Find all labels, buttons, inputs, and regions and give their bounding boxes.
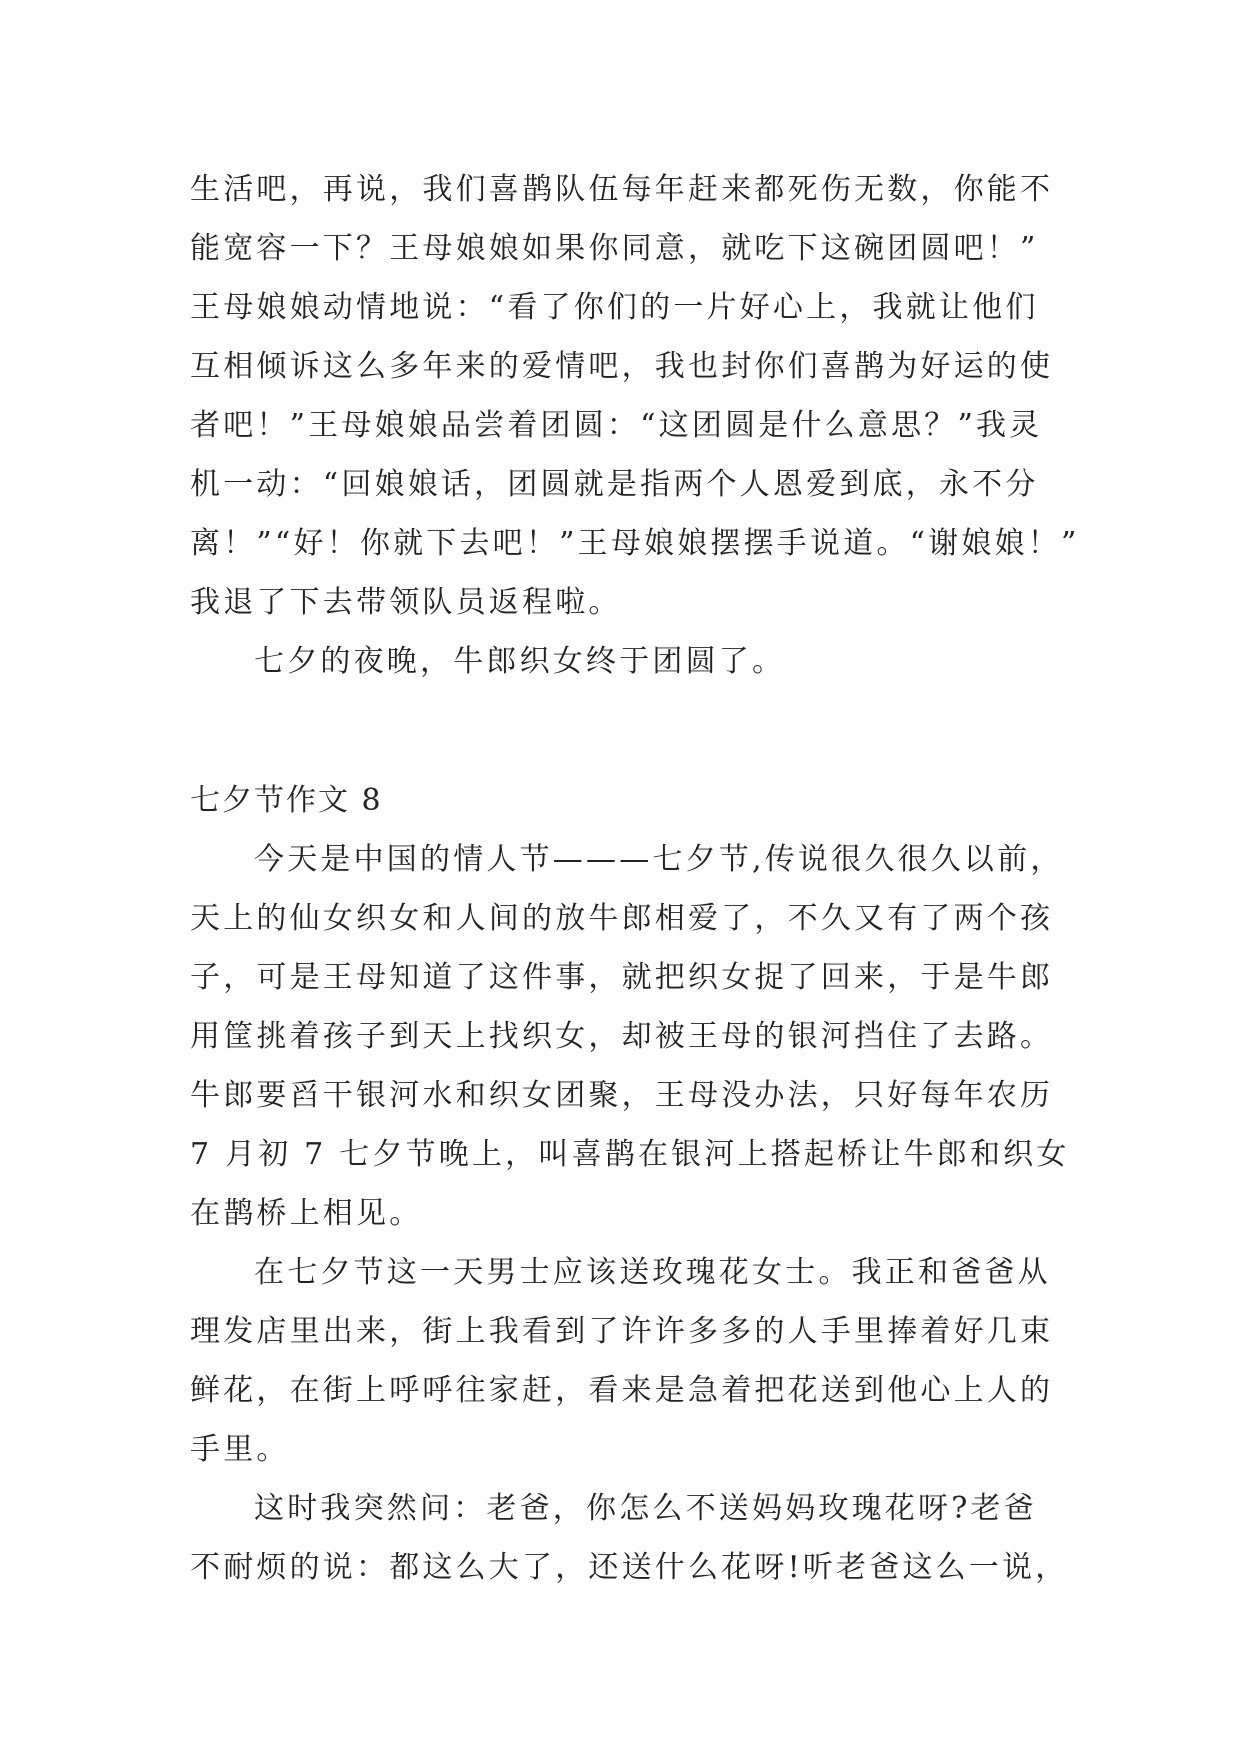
text-line: 在鹊桥上相见。: [190, 1196, 423, 1231]
closing-line: 七夕的夜晚，牛郎织女终于团圆了。: [254, 644, 786, 679]
text-line: 手里。: [190, 1432, 290, 1467]
text-line: 不耐烦的说：都这么大了，还送什么花呀!听老爸这么一说，: [190, 1550, 1069, 1585]
text-line: 王母娘娘动情地说：“看了你们的一片好心上，我就让他们: [190, 290, 1039, 325]
text-line: 天上的仙女织女和人间的放牛郎相爱了，不久又有了两个孩: [190, 901, 1054, 936]
text-line: 者吧！”王母娘娘品尝着团圆：“这团圆是什么意思？”我灵: [190, 408, 1043, 443]
text-line: 今天是中国的情人节———七夕节,传说很久很久以前，: [254, 842, 1064, 877]
text-line: 7 月初 7 七夕节晚上，叫喜鹊在银河上搭起桥让牛郎和织女: [190, 1137, 1070, 1172]
text-line: 在七夕节这一天男士应该送玫瑰花女士。我正和爸爸从: [254, 1255, 1051, 1290]
text-line: 子，可是王母知道了这件事，就把织女捉了回来，于是牛郎: [190, 960, 1054, 995]
text-line: 离！”“好！你就下去吧！”王母娘娘摆摆手说道。“谢娘娘！”: [190, 526, 1080, 561]
text-line: 互相倾诉这么多年来的爱情吧，我也封你们喜鹊为好运的使: [190, 349, 1054, 384]
essay-title: 七夕节作文 8: [190, 783, 383, 818]
text-line: 生活吧，再说，我们喜鹊队伍每年赶来都死伤无数，你能不: [190, 172, 1054, 207]
text-line: 我退了下去带领队员返程啦。: [190, 585, 622, 620]
paragraph-2: [190, 1243, 1060, 1479]
text-line: 这时我突然问：老爸，你怎么不送妈妈玫瑰花呀?老爸: [254, 1491, 1037, 1526]
text-line: 牛郎要舀干银河水和织女团聚，王母没办法，只好每年农历: [190, 1078, 1054, 1113]
text-line: 能宽容一下？王母娘娘如果你同意，就吃下这碗团圆吧！”: [190, 231, 1039, 266]
paragraph-1: [190, 830, 1070, 1243]
document-body: [190, 160, 1080, 1597]
section-gap: [190, 691, 1060, 771]
text-line: 用筐挑着孩子到天上找织女，却被王母的银河挡住了去路。: [190, 1019, 1054, 1054]
text-line: 鲜花，在街上呼呼往家赶，看来是急着把花送到他心上人的: [190, 1373, 1054, 1408]
text-line: 机一动：“回娘娘话，团圆就是指两个人恩爱到底，永不分: [190, 467, 1039, 502]
paragraph-3: [190, 1479, 1069, 1597]
continued-paragraph: [190, 160, 1080, 632]
text-line: 理发店里出来，街上我看到了许许多多的人手里捧着好几束: [190, 1314, 1054, 1349]
